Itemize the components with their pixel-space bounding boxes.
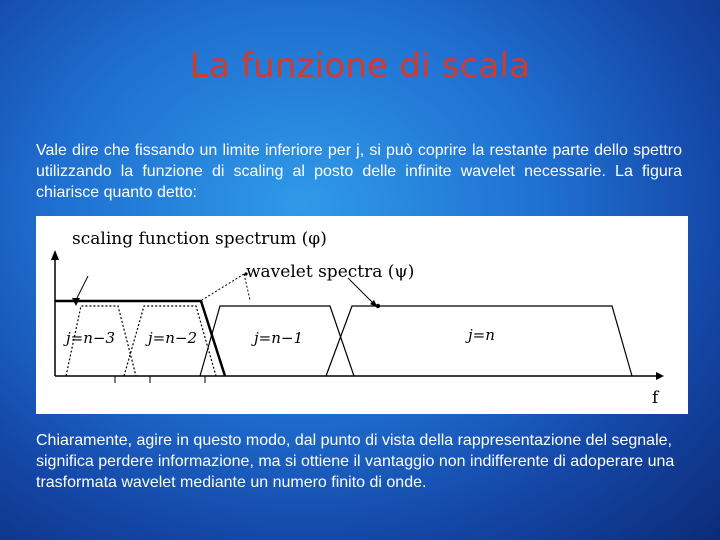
intro-paragraph: Vale dire che fissando un limite inferiore per j, si può coprire la restante parte dello spettro utilizzando la funzione di scaling al posto delle infinite wavelet necessarie. La figura chiarisce quanto detto: (36, 142, 682, 201)
wavelet-label: wavelet spectra (ψ) (246, 262, 415, 282)
axis-label-f: f (652, 388, 659, 408)
scaling-label: scaling function spectrum (φ) (72, 229, 327, 249)
axis-arrow-icon (656, 372, 664, 380)
conclusion-paragraph: Chiaramente, agire in questo modo, dal punto di vista della rappresentazione del segnale, significa perdere informazione, ma si ottiene il vantaggio non indifferente di adoperare una trasformata wavelet mediante un numero finito di onde. (36, 432, 675, 491)
axis-arrow-up-icon (51, 250, 59, 260)
spectrum-diagram (36, 216, 688, 414)
band-label-n-2: j=n−2 (148, 329, 197, 347)
band-label-n: j=n (468, 326, 495, 344)
spectrum-figure (36, 216, 688, 414)
band-label-n-1: j=n−1 (254, 329, 303, 347)
band-label-n-3: j=n−3 (66, 329, 115, 347)
slide-title: La funzione di scala (189, 46, 531, 86)
